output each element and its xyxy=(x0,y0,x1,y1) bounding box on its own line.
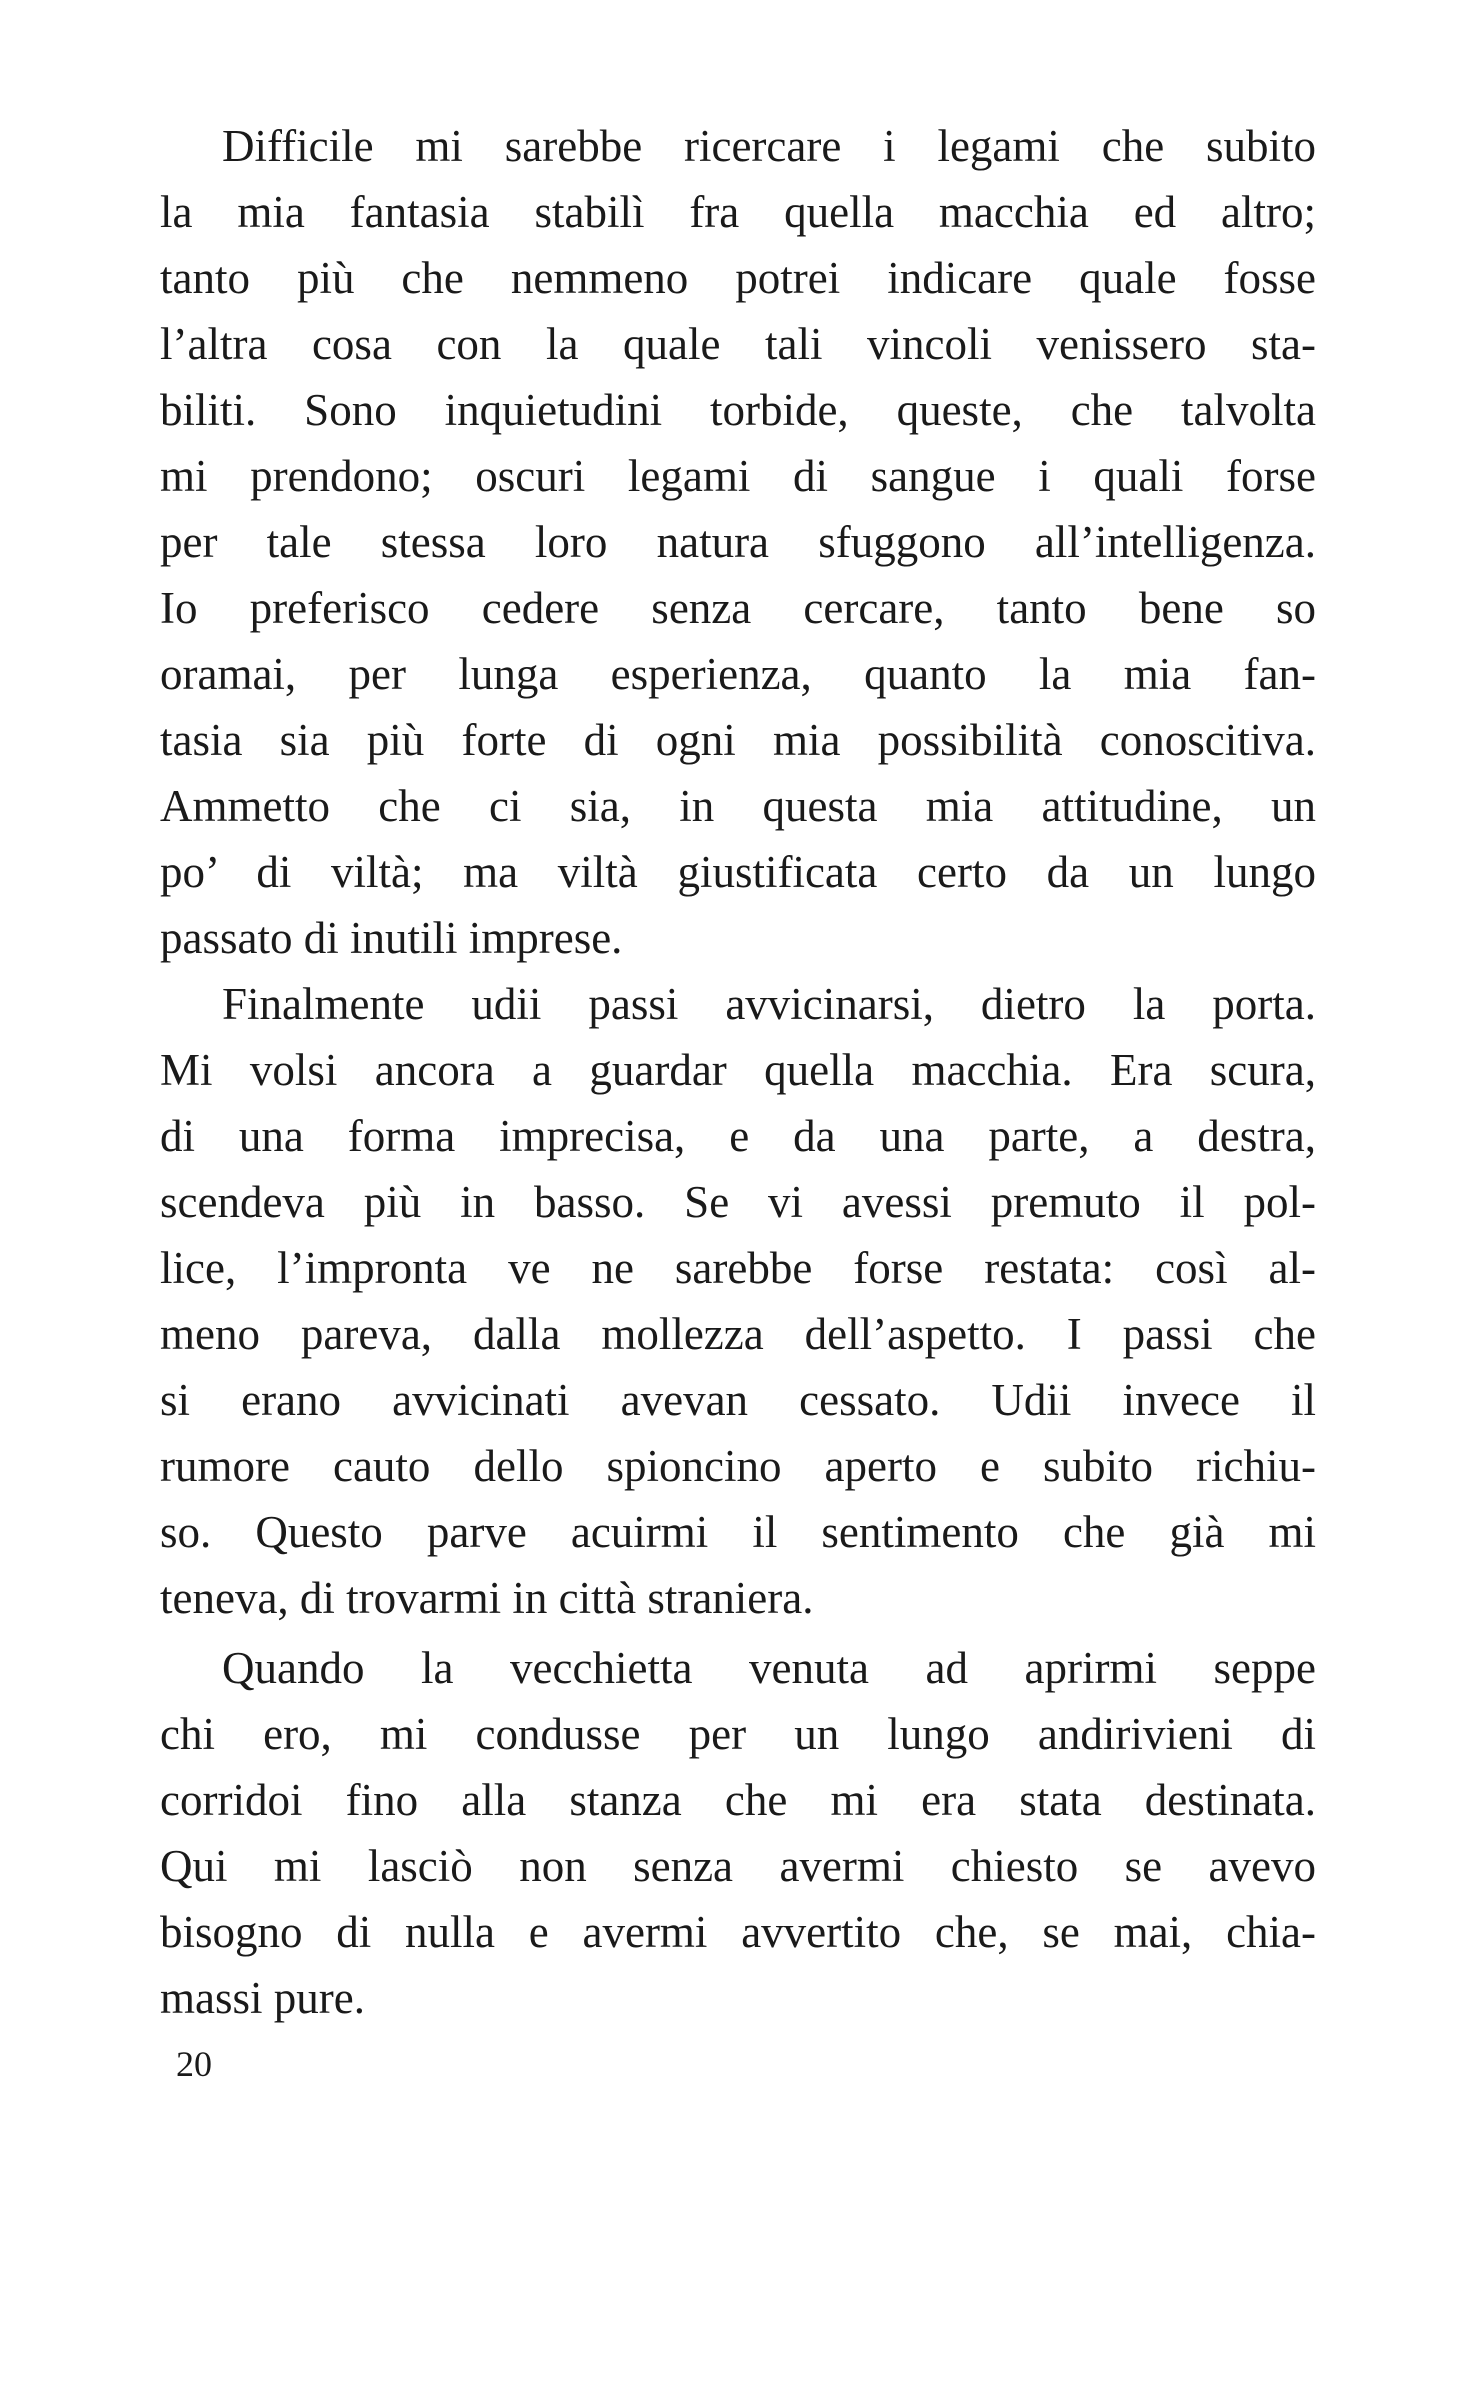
text-line: biliti. Sono inquietudini torbide, queste, che talvolta xyxy=(160,385,1316,435)
text-line: meno pareva, dalla mollezza dell’aspetto. I passi che xyxy=(160,1309,1316,1359)
text-line: Io preferisco cedere senza cercare, tanto bene so xyxy=(160,583,1316,633)
text-line: lice, l’impronta ve ne sarebbe forse restata: così al- xyxy=(160,1243,1316,1293)
text-line: la mia fantasia stabilì fra quella macchia ed altro; xyxy=(160,187,1316,237)
text-line: so. Questo parve acuirmi il sentimento che già mi xyxy=(160,1507,1316,1557)
text-line: si erano avvicinati avevan cessato. Udii invece il xyxy=(160,1375,1316,1425)
text-line: teneva, di trovarmi in città straniera. xyxy=(160,1573,814,1623)
text-line: Difficile mi sarebbe ricercare i legami che subito xyxy=(222,121,1316,171)
text-line: chi ero, mi condusse per un lungo andirivieni di xyxy=(160,1709,1316,1759)
text-line: passato di inutili imprese. xyxy=(160,913,623,963)
text-line: mi prendono; oscuri legami di sangue i quali forse xyxy=(160,451,1316,501)
text-line: tanto più che nemmeno potrei indicare quale fosse xyxy=(160,253,1316,303)
text-line: rumore cauto dello spioncino aperto e subito richiu- xyxy=(160,1441,1316,1491)
text-line: massi pure. xyxy=(160,1973,365,2023)
text-line: oramai, per lunga esperienza, quanto la mia fan- xyxy=(160,649,1316,699)
text-line: Quando la vecchietta venuta ad aprirmi seppe xyxy=(222,1643,1316,1693)
text-line: corridoi fino alla stanza che mi era stata destinata. xyxy=(160,1775,1316,1825)
text-line: di una forma imprecisa, e da una parte, a destra, xyxy=(160,1111,1316,1161)
page-number: 20 xyxy=(176,2044,212,2084)
text-line: Mi volsi ancora a guardar quella macchia. Era scura, xyxy=(160,1045,1316,1095)
text-line: l’altra cosa con la quale tali vincoli venissero sta- xyxy=(160,319,1316,369)
text-line: Qui mi lasciò non senza avermi chiesto se avevo xyxy=(160,1841,1316,1891)
text-line: po’ di viltà; ma viltà giustificata certo da un lungo xyxy=(160,847,1316,897)
text-line: per tale stessa loro natura sfuggono all’intelligenza. xyxy=(160,517,1316,567)
text-line: bisogno di nulla e avermi avvertito che, se mai, chia- xyxy=(160,1907,1316,1957)
text-line: tasia sia più forte di ogni mia possibilità conoscitiva. xyxy=(160,715,1316,765)
text-line: Finalmente udii passi avvicinarsi, dietro la porta. xyxy=(222,979,1316,1029)
text-line: scendeva più in basso. Se vi avessi premuto il pol- xyxy=(160,1177,1316,1227)
text-line: Ammetto che ci sia, in questa mia attitudine, un xyxy=(160,781,1316,831)
